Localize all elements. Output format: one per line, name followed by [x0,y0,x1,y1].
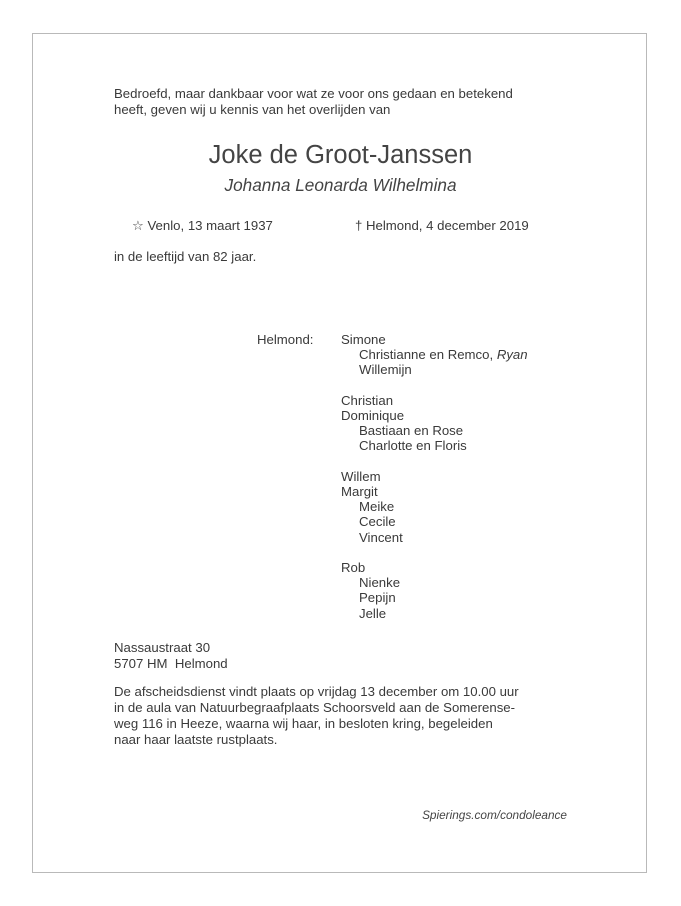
service-text [114,684,519,748]
service-line: in de aula van Natuurbegraafplaats Schoorsveld aan de Somerense- [114,700,516,715]
intro-line: Bedroefd, maar dankbaar voor wat ze voor ons gedaan en betekend [114,86,513,101]
address [114,640,228,672]
family-member-child: Ryan [496,347,528,363]
address-line: 5707 HM Helmond [114,656,228,671]
address-line: Nassaustraat 30 [114,640,211,655]
family-member: Vincent [359,529,403,545]
family-member: Rob [341,560,366,575]
death-text: Helmond, 4 december 2019 [362,218,529,233]
family-member: Willemijn [359,362,412,378]
family-member: Meike [359,499,395,515]
deceased-name: Joke de Groot-Janssen [208,141,473,169]
condolence-website[interactable]: Spierings.com/condoleance [422,808,567,822]
family-member: Willem [341,468,381,484]
birth-info [132,218,273,234]
family-member: Margit [341,484,378,499]
family-member: Simone [341,332,386,347]
family-member: Christian [341,392,394,408]
star-icon: ☆ [132,218,144,233]
birth-text: Venlo, 13 maart 1937 [143,218,273,233]
family-member: Pepijn [359,590,396,606]
family-list [341,332,528,621]
family-member: Charlotte en Floris [359,438,467,454]
service-line: naar haar laatste rustplaats. [114,732,278,747]
family-member-text: Christianne en Remco, [359,347,497,363]
family-member: Bastiaan en Rose [359,423,464,439]
family-member: Nienke [359,575,401,591]
service-line: weg 116 in Heeze, waarna wij haar, in besloten kring, begeleiden [114,716,493,731]
family-member: Cecile [359,514,396,530]
service-line: De afscheidsdienst vindt plaats op vrijdag 13 december om 10.00 uur [114,684,519,699]
cross-icon: † [355,218,363,233]
family-member: Jelle [359,605,387,621]
intro-line: heeft, geven wij u kennis van het overlijden van [114,102,391,117]
family-member [341,347,528,362]
given-names: Johanna Leonarda Wilhelmina [224,175,457,195]
family-place: Helmond: [257,332,314,347]
death-info [355,218,529,233]
intro-text [114,86,513,118]
age-text: in de leeftijd van 82 jaar. [114,249,257,264]
family-member: Dominique [341,408,405,423]
